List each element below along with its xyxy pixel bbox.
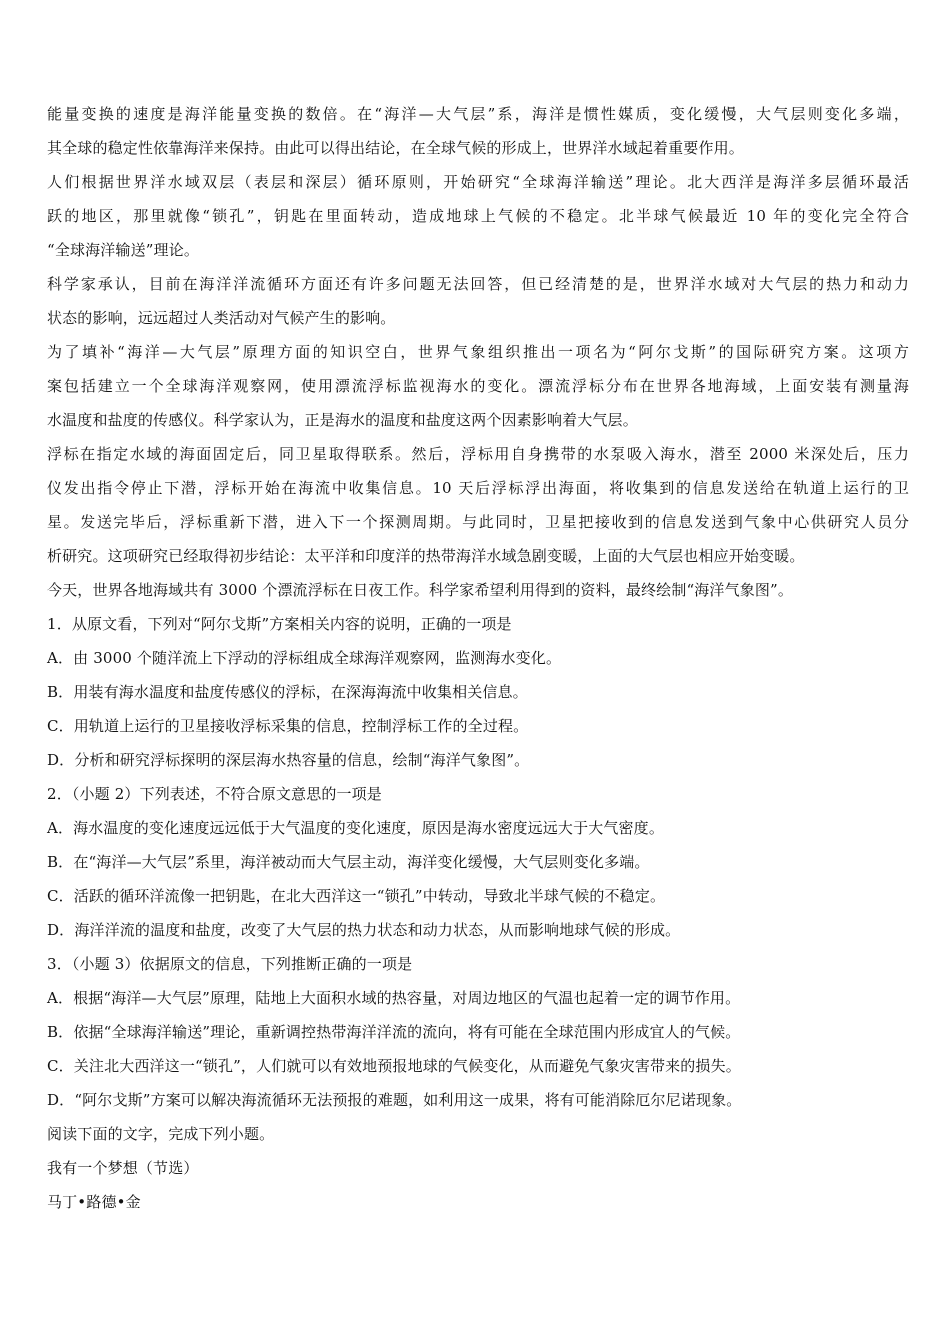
text-line: 1．从原文看，下列对“阿尔戈斯”方案相关内容的说明，正确的一项是 (47, 615, 512, 633)
text-line: 析研究。这项研究已经取得初步结论：太平洋和印度洋的热带海洋水域急剧变暖，上面的大气层也相应开始变暖。 (47, 547, 805, 565)
text-line: B．用装有海水温度和盐度传感仪的浮标，在深海海流中收集相关信息。 (47, 683, 528, 701)
text-line: C．用轨道上运行的卫星接收浮标采集的信息，控制浮标工作的全过程。 (47, 717, 529, 735)
text-line: 案包括建立一个全球海洋观察网，使用漂流浮标监视海水的变化。漂流浮标分布在世界各地海域，上面安装有测量海 (47, 377, 909, 395)
text-line: 人们根据世界洋水域双层（表层和深层）循环原则，开始研究“全球海洋输送”理论。北大西洋是海洋多层循环最活 (47, 173, 909, 191)
text-line: B．在“海洋—大气层”系里，海洋被动而大气层主动，海洋变化缓慢，大气层则变化多端。 (47, 853, 650, 871)
text-line: 3．（小题 3）依据原文的信息，下列推断正确的一项是 (47, 955, 413, 973)
text-line: 为了填补“海洋—大气层”原理方面的知识空白，世界气象组织推出一项名为“阿尔戈斯”的国际研究方案。这项方 (47, 343, 909, 361)
text-line: D．“阿尔戈斯”方案可以解决海流循环无法预报的难题，如利用这一成果，将有可能消除厄尔尼诺现象。 (47, 1091, 742, 1109)
text-line: 星。发送完毕后，浮标重新下潜，进入下一个探测周期。与此同时，卫星把接收到的信息发送到气象中心供研究人员分 (47, 513, 909, 531)
text-line: 我有一个梦想（节选） (47, 1159, 199, 1177)
text-line: C．活跃的循环洋流像一把钥匙，在北大西洋这一“锁孔”中转动，导致北半球气候的不稳定。 (47, 887, 666, 905)
text-line: D．分析和研究浮标探明的深层海水热容量的信息，绘制“海洋气象图”。 (47, 751, 530, 769)
text-line: 阅读下面的文字，完成下列小题。 (47, 1125, 275, 1143)
text-line: 科学家承认，目前在海洋洋流循环方面还有许多问题无法回答，但已经清楚的是，世界洋水域对大气层的热力和动力 (47, 275, 909, 293)
text-line: 水温度和盐度的传感仪。科学家认为，正是海水的温度和盐度这两个因素影响着大气层。 (47, 411, 638, 429)
text-line: 2．（小题 2）下列表述，不符合原文意思的一项是 (47, 785, 382, 803)
text-line: 仪发出指令停止下潜，浮标开始在海流中收集信息。10 天后浮标浮出海面，将收集到的信息发送给在轨道上运行的卫 (47, 479, 909, 497)
text-line: 能量变换的速度是海洋能量变换的数倍。在“海洋—大气层”系，海洋是惯性媒质，变化缓慢，大气层则变化多端， (47, 105, 909, 123)
text-line: 浮标在指定水域的海面固定后，同卫星取得联系。然后，浮标用自身携带的水泵吸入海水，潜至 2000 米深处后，压力 (47, 445, 909, 463)
text-line: B．依据“全球海洋输送”理论，重新调控热带海洋洋流的流向，将有可能在全球范围内形成宜人的气候。 (47, 1023, 741, 1041)
text-line: D．海洋洋流的温度和盐度，改变了大气层的热力状态和动力状态，从而影响地球气候的形成。 (47, 921, 681, 939)
text-line: A．由 3000 个随洋流上下浮动的浮标组成全球海洋观察网，监测海水变化。 (47, 649, 562, 667)
text-line: 今天，世界各地海域共有 3000 个漂流浮标在日夜工作。科学家希望利用得到的资料，最终绘制“海洋气象图”。 (47, 581, 794, 599)
text-line: A．根据“海洋—大气层”原理，陆地上大面积水域的热容量，对周边地区的气温也起着一定的调节作用。 (47, 989, 741, 1007)
text-line: 状态的影响，远远超过人类活动对气候产生的影响。 (47, 309, 396, 327)
text-line: 其全球的稳定性依靠海洋来保持。由此可以得出结论，在全球气候的形成上，世界洋水域起着重要作用。 (47, 139, 744, 157)
text-line: 马丁•路德•金 (47, 1193, 141, 1211)
text-line: “全球海洋输送”理论。 (47, 241, 199, 259)
text-line: 跃的地区，那里就像“锁孔”，钥匙在里面转动，造成地球上气候的不稳定。北半球气候最近 10 年的变化完全符合 (47, 207, 909, 225)
text-line: A．海水温度的变化速度远远低于大气温度的变化速度，原因是海水密度远远大于大气密度。 (47, 819, 664, 837)
document-page (47, 97, 909, 1219)
text-line: C．关注北大西洋这一“锁孔”，人们就可以有效地预报地球的气候变化，从而避免气象灾害带来的损失。 (47, 1057, 741, 1075)
